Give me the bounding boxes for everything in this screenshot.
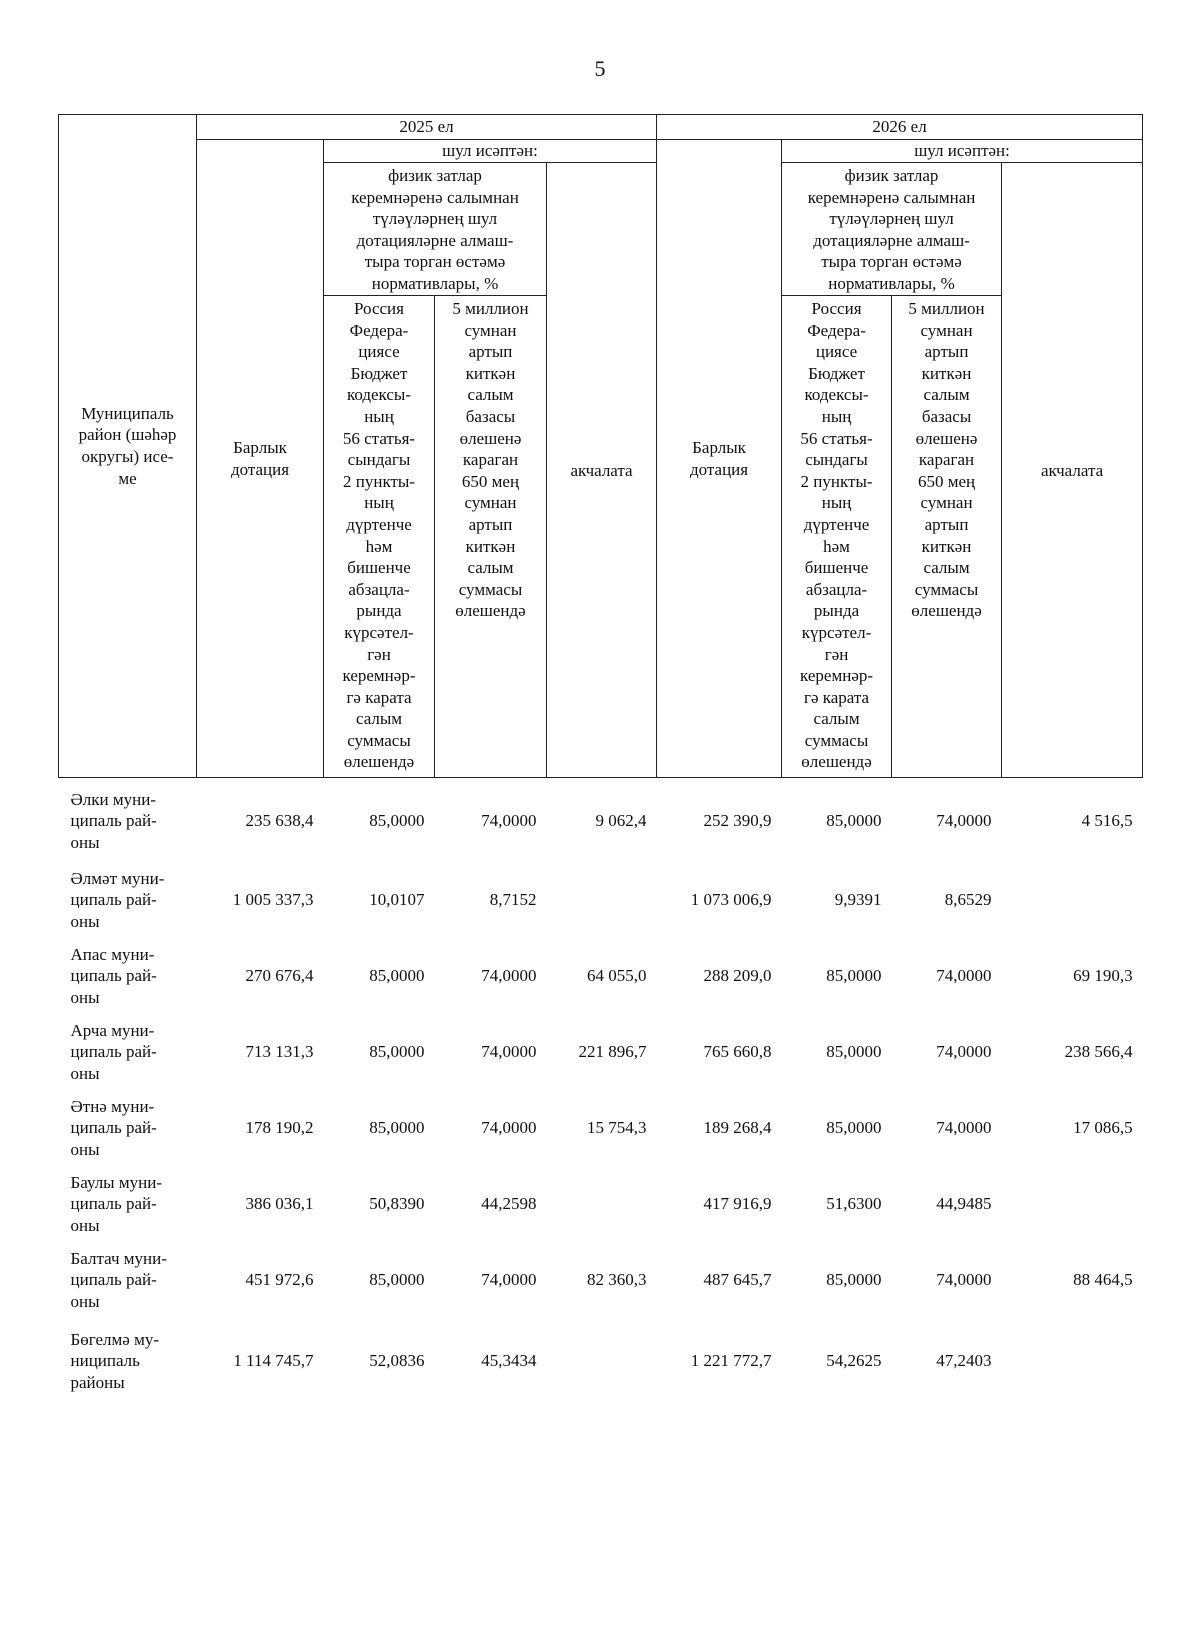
cell-million-2025: 74,0000: [481, 811, 537, 831]
table-row: [59, 862, 1143, 938]
cell-total-2025: 235 638,4: [245, 811, 314, 831]
dotation-table: [58, 114, 1143, 1404]
header-normatives-2026: физик затлар керемнәренә салымнан түләүләрнең шул дотацияләрне алмаш- тыра торган өстәмә нормативлары, %: [782, 163, 1002, 296]
header-5million-2026: 5 миллион сумнан артып киткән салым базасы өлешенә караган 650 мең сумнан артып киткән салым суммасы өлешендә: [892, 296, 1002, 778]
header-cash-2026: акчалата: [1002, 163, 1143, 778]
cell-million-2025: 44,2598: [481, 1194, 537, 1214]
cell-total-2025: 451 972,6: [245, 1270, 314, 1290]
cell-total-2026: 1 221 772,7: [690, 1351, 772, 1371]
cell-million-2026: 74,0000: [936, 966, 992, 986]
cell-cash-2026: [1002, 862, 1143, 938]
cell-total-2026: 189 268,4: [703, 1118, 772, 1138]
cell-cash-2025: 221 896,7: [578, 1042, 647, 1062]
cell-cash-2026: [1002, 1166, 1143, 1242]
cell-million-2026: 44,9485: [936, 1194, 992, 1214]
cell-budget-2025: 85,0000: [369, 1270, 425, 1290]
header-including-2026: шул исәптән:: [782, 140, 1143, 163]
page-number: 5: [594, 56, 606, 81]
table-row: [59, 938, 1143, 1014]
row-name: Арча муни- ципаль рай- оны: [70, 1020, 157, 1083]
cell-million-2026: 8,6529: [944, 890, 992, 910]
cell-budget-2026: 85,0000: [826, 1118, 882, 1138]
cell-cash-2025: [547, 1318, 657, 1404]
table-row: [59, 1318, 1143, 1404]
cell-budget-2025: 85,0000: [369, 1042, 425, 1062]
cell-cash-2026: 88 464,5: [1073, 1270, 1133, 1290]
cell-total-2026: 487 645,7: [703, 1270, 772, 1290]
cell-million-2025: 74,0000: [481, 966, 537, 986]
header-5million-2025: 5 миллион сумнан артып киткән салым базасы өлешенә караган 650 мең сумнан артып киткән салым суммасы өлешендә: [435, 296, 547, 778]
cell-budget-2026: 9,9391: [834, 890, 882, 910]
cell-cash-2026: 238 566,4: [1064, 1042, 1133, 1062]
cell-cash-2026: 4 516,5: [1081, 811, 1133, 831]
cell-total-2025: 178 190,2: [245, 1118, 314, 1138]
cell-million-2026: 47,2403: [936, 1351, 992, 1371]
row-name: Әтнә муни- ципаль рай- оны: [70, 1096, 157, 1159]
cell-cash-2025: [547, 1166, 657, 1242]
table-row: [59, 1242, 1143, 1318]
cell-total-2026: 417 916,9: [703, 1194, 772, 1214]
row-name: Апас муни- ципаль рай- оны: [70, 944, 157, 1007]
header-cash-2025: акчалата: [547, 163, 657, 778]
table-row: [59, 1166, 1143, 1242]
cell-cash-2026: 17 086,5: [1073, 1118, 1133, 1138]
header-total-dotation-2026: Барлык дотация: [657, 140, 782, 778]
cell-million-2026: 74,0000: [936, 1118, 992, 1138]
cell-total-2026: 288 209,0: [703, 966, 772, 986]
row-name: Баулы муни- ципаль рай- оны: [70, 1172, 162, 1235]
header-total-dotation-2025: Барлык дотация: [197, 140, 324, 778]
cell-cash-2025: 64 055,0: [587, 966, 647, 986]
cell-total-2026: 765 660,8: [703, 1042, 772, 1062]
table-body: [59, 778, 1143, 1405]
cell-budget-2025: 10,0107: [369, 890, 425, 910]
cell-budget-2025: 85,0000: [369, 1118, 425, 1138]
cell-million-2025: 45,3434: [481, 1351, 537, 1371]
cell-total-2026: 1 073 006,9: [690, 890, 772, 910]
table-header: [59, 115, 1143, 778]
cell-budget-2025: 85,0000: [369, 811, 425, 831]
cell-budget-2026: 51,6300: [826, 1194, 882, 1214]
cell-cash-2025: 9 062,4: [595, 811, 647, 831]
cell-budget-2026: 85,0000: [826, 1270, 882, 1290]
cell-million-2026: 74,0000: [936, 1042, 992, 1062]
cell-cash-2025: 82 360,3: [587, 1270, 647, 1290]
cell-million-2025: 74,0000: [481, 1042, 537, 1062]
cell-million-2025: 74,0000: [481, 1118, 537, 1138]
row-name: Әлмәт муни- ципаль рай- оны: [70, 868, 165, 931]
table-row: [59, 1090, 1143, 1166]
header-normatives-2025: физик затлар керемнәренә салымнан түләүләрнең шул дотацияләрне алмаш- тыра торган өстәмә нормативлары, %: [324, 163, 547, 296]
cell-total-2025: 1 114 745,7: [233, 1351, 314, 1371]
header-budget-code-2025: Россия Федера- циясе Бюджет кодексы- ның 56 статья- сындагы 2 пункты- ның дүртенче һәм бишенче абзацла- рында күрсәтел- гән керемнәр- гә карата салым суммасы өлешендә: [324, 296, 435, 778]
cell-total-2025: 1 005 337,3: [232, 890, 314, 910]
cell-million-2025: 74,0000: [481, 1270, 537, 1290]
cell-budget-2025: 50,8390: [369, 1194, 425, 1214]
header-municipality: Муниципаль район (шәһәр округы) исе- ме: [59, 115, 197, 778]
cell-cash-2026: 69 190,3: [1073, 966, 1133, 986]
cell-budget-2026: 54,2625: [826, 1351, 882, 1371]
header-budget-code-2026: Россия Федера- циясе Бюджет кодексы- ның 56 статья- сындагы 2 пункты- ның дүртенче һәм бишенче абзацла- рында күрсәтел- гән керемнәр- гә карата салым суммасы өлешендә: [782, 296, 892, 778]
row-name: Балтач муни- ципаль рай- оны: [70, 1248, 167, 1311]
cell-cash-2025: 15 754,3: [587, 1118, 647, 1138]
cell-million-2025: 8,7152: [489, 890, 537, 910]
cell-total-2025: 713 131,3: [245, 1042, 314, 1062]
table-row: [59, 778, 1143, 863]
cell-cash-2026: [1002, 1318, 1143, 1404]
cell-total-2025: 386 036,1: [245, 1194, 314, 1214]
cell-budget-2026: 85,0000: [826, 811, 882, 831]
header-including-2025: шул исәптән:: [324, 140, 657, 163]
cell-total-2025: 270 676,4: [245, 966, 314, 986]
cell-cash-2025: [547, 862, 657, 938]
cell-budget-2026: 85,0000: [826, 966, 882, 986]
cell-million-2026: 74,0000: [936, 811, 992, 831]
cell-total-2026: 252 390,9: [703, 811, 772, 831]
cell-million-2026: 74,0000: [936, 1270, 992, 1290]
row-name: Әлки муни- ципаль рай- оны: [70, 789, 157, 852]
cell-budget-2025: 52,0836: [369, 1351, 425, 1371]
cell-budget-2025: 85,0000: [369, 966, 425, 986]
header-year-2026: 2026 ел: [657, 115, 1143, 140]
table-row: [59, 1014, 1143, 1090]
header-year-2025: 2025 ел: [197, 115, 657, 140]
cell-budget-2026: 85,0000: [826, 1042, 882, 1062]
row-name: Бөгелмә му- ниципаль районы: [70, 1329, 160, 1392]
